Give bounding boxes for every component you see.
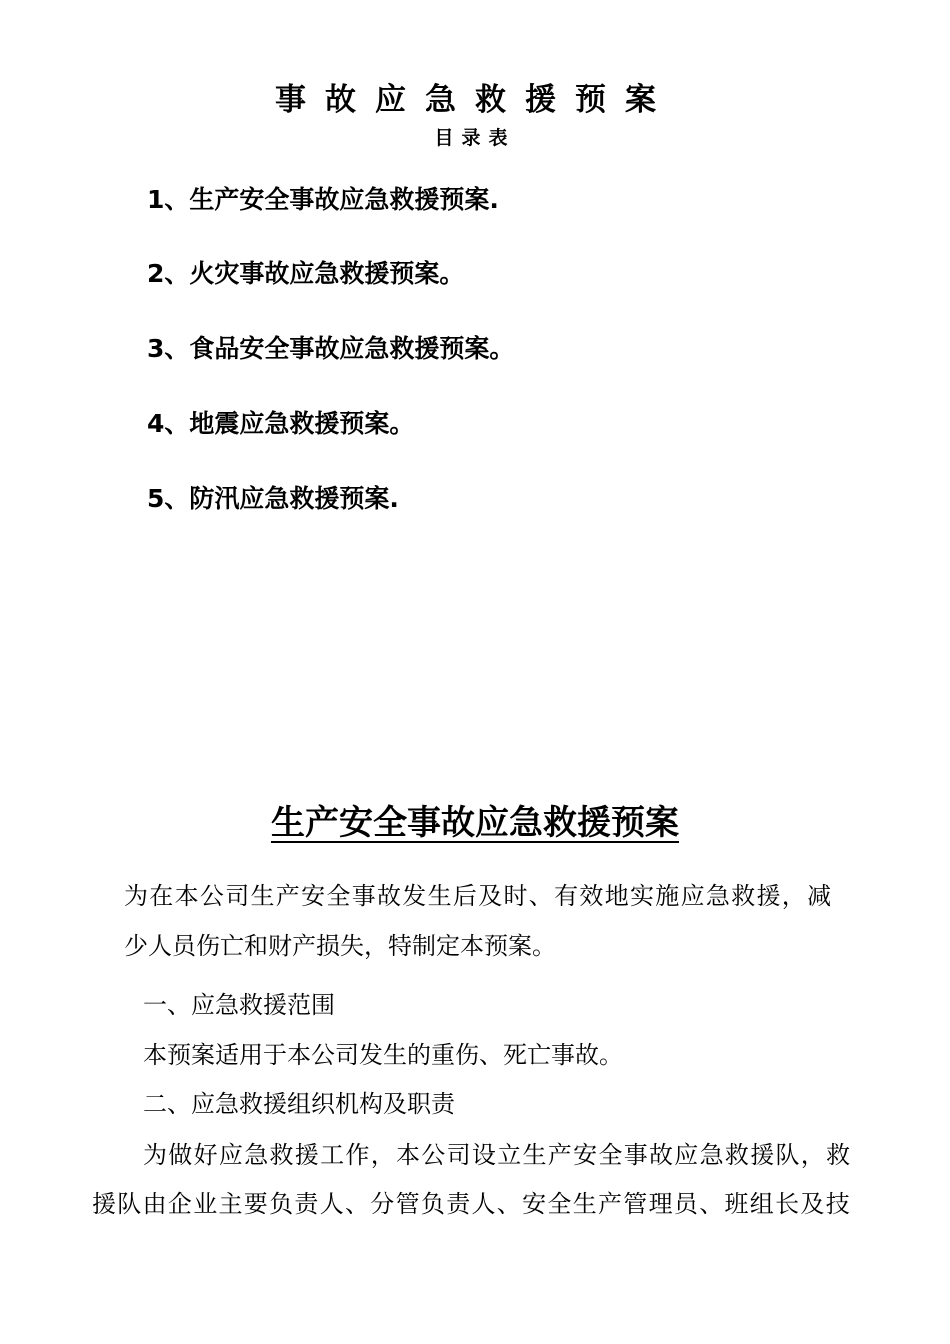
toc-item: 2、火灾事故应急救援预案。	[147, 259, 465, 288]
toc-title: 目录表	[434, 127, 516, 149]
heading-organization: 二、应急救援组织机构及职责	[143, 1090, 455, 1118]
document-title: 事故应急救援预案	[275, 82, 675, 118]
intro-paragraph-line: 为在本公司生产安全事故发生后及时、有效地实施应急救援，减	[124, 882, 833, 910]
scope-paragraph: 本预案适用于本公司发生的重伤、死亡事故。	[143, 1041, 623, 1069]
toc-item: 4、地震应急救援预案。	[147, 409, 415, 438]
intro-paragraph-line: 少人员伤亡和财产损失，特制定本预案。	[124, 932, 556, 960]
organization-paragraph-line: 援队由企业主要负责人、分管负责人、安全生产管理员、班组长及技	[92, 1190, 851, 1218]
toc-item: 1、生产安全事故应急救援预案.	[147, 185, 499, 214]
heading-scope: 一、应急救援范围	[143, 991, 335, 1019]
organization-paragraph-line: 为做好应急救援工作，本公司设立生产安全事故应急救援队，救	[143, 1141, 852, 1169]
section-title-text: 生产安全事故应急救援预案	[271, 803, 679, 843]
toc-item: 5、防汛应急救援预案.	[147, 484, 399, 513]
section-title	[0, 798, 950, 848]
toc-item: 3、食品安全事故应急救援预案。	[147, 334, 515, 363]
